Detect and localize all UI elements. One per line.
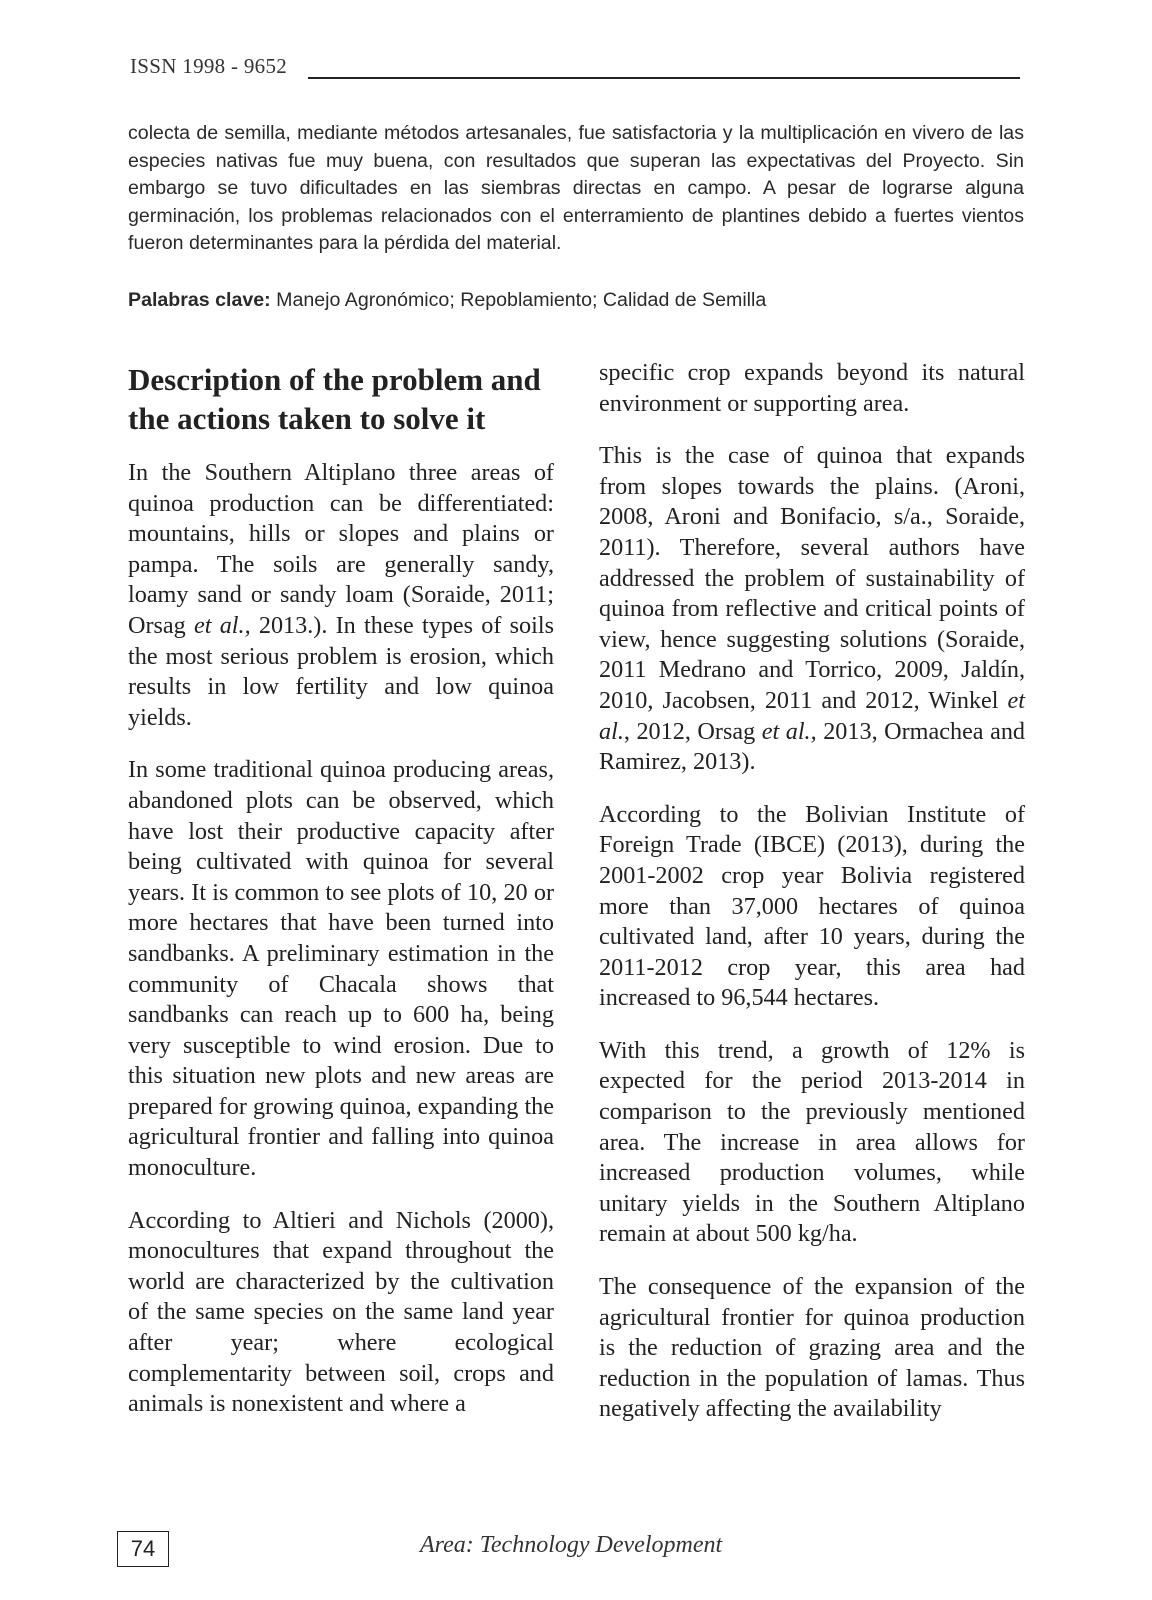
header-rule — [308, 77, 1020, 79]
paragraph: With this trend, a growth of 12% is expected for the period 2013-2014 in comparison to the previously mentioned area. The increase in area allows for increased production volumes, while unitary yields in the Southern Altiplano remain at about 500 kg/ha. — [599, 1036, 1025, 1248]
paragraph-text: In the Southern Altiplano three areas of quinoa production can be differentiated: mountains, hills or slopes and plains or pampa. The soils are generally sandy, loamy sand or sandy loam (Soraide, 2011; Orsag — [128, 459, 554, 639]
citation-italic: et al., — [194, 611, 251, 639]
paragraph-text: 2013, Ormachea and Ramirez, 2013). — [599, 717, 1026, 776]
paragraph: The consequence of the expansion of the agricultural frontier for quinoa production is the reduction of grazing area and the reduction in the population of lamas. Thus negatively affecting the availability — [599, 1273, 1025, 1423]
paragraph: According to Altieri and Nichols (2000), monocultures that expand throughout the world are characterized by the cultivation of the same species on the same land year after year; where ecological complementarity between soil, crops and animals is nonexistent and where a — [128, 1206, 554, 1418]
paragraph: In some traditional quinoa producing areas, abandoned plots can be observed, which have lost their productive capacity after being cultivated with quinoa for several years. It is common to see plots of 10, 20 or more hectares that have been turned into sandbanks. A preliminary estimation in the community of Chacala shows that sandbanks can reach up to 600 ha, being very susceptible to wind erosion. Due to this situation new plots and new areas are prepared for growing quinoa, expanding the agricultural frontier and falling into quinoa monoculture. — [128, 756, 554, 1182]
page-number: 74 — [117, 1531, 169, 1567]
paragraph-text: 2013.). In these types of soils the most serious problem is erosion, which results in low fertility and low quinoa yields. — [128, 611, 554, 731]
paragraph-text: , 2012, Orsag — [623, 717, 762, 745]
paragraph-text: This is the case of quinoa that expands from slopes towards the plains. (Aroni, 2008, Aroni and Bonifacio, s/a., Soraide, 2011). Therefore, several authors have addressed the problem of sustainability of quinoa from reflective and critical points of view, hence suggesting solutions (Soraide, 2011 Medrano and Torrico, 2009, Jaldín, 2010, Jacobsen, 2011 and 2012, Winkel — [599, 442, 1025, 714]
keywords-value: Manejo Agronómico; Repoblamiento; Calidad de Semilla — [276, 289, 767, 311]
citation-italic: et al., — [761, 717, 817, 745]
footer-area-label: Area: Technology Development — [420, 1532, 723, 1558]
running-header — [130, 54, 1020, 84]
citation-italic: et al. — [599, 686, 1025, 745]
issn-label: ISSN 1998 - 9652 — [130, 54, 288, 78]
paragraph: specific crop expands beyond its natural environment or supporting area. — [599, 359, 1025, 417]
paragraph — [128, 458, 554, 733]
keywords-label: Palabras clave: — [128, 289, 271, 311]
keywords-line — [128, 287, 1024, 314]
paragraph: According to the Bolivian Institute of Foreign Trade (IBCE) (2013), during the 2001-2002 crop year Bolivia registered more than 37,000 hectares of quinoa cultivated land, after 10 years, during the 2011-2012 crop year, this area had increased to 96,544 hectares. — [599, 800, 1025, 1012]
left-column — [128, 360, 554, 1442]
abstract-text: colecta de semilla, mediante métodos artesanales, fue satisfactoria y la multiplicación en vivero de las especies nativas fue muy buena, con resultados que superan las expectativas del Proyecto. Sin embargo se tuvo dificultades en las siembras directas en campo. A pesar de lograrse alguna germinación, los problemas relacionados con el enterramiento de plantines debido a fuertes vientos fueron determinantes para la pérdida del material. — [128, 122, 1024, 254]
right-column — [599, 358, 1025, 1447]
section-heading: Description of the problem and the actions taken to solve it — [128, 362, 541, 436]
paragraph — [599, 441, 1025, 778]
